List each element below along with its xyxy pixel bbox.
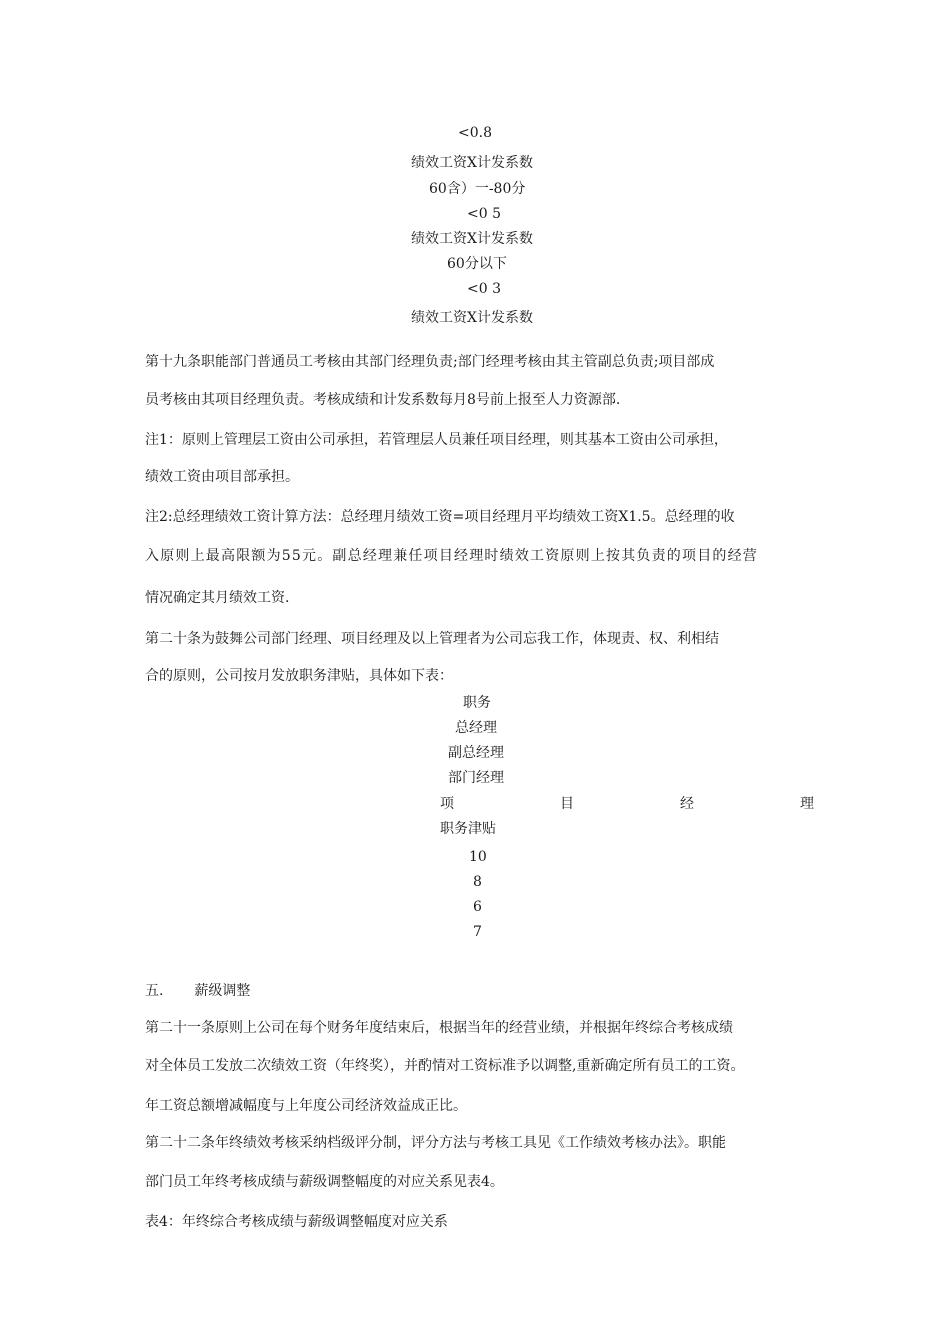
article-21-line-2: 对全体员工发放二次绩效工资（年终奖），并酌情对工资标准予以调整,重新确定所有员工的工资。 bbox=[145, 1058, 745, 1074]
section-number: 五. bbox=[145, 983, 164, 999]
article-22-line-1: 第二十二条年终绩效考核采纳档级评分制，评分方法与考核工具见《工作绩效考核办法》。职能 bbox=[145, 1135, 726, 1151]
coef-line-4: <0 5 bbox=[467, 206, 501, 222]
note-2-line-3: 情况确定其月绩效工资. bbox=[145, 590, 290, 606]
position-project-manager bbox=[440, 795, 814, 813]
pm-char-1: 项 bbox=[440, 796, 454, 812]
article-20-line-1: 第二十条为鼓舞公司部门经理、项目经理及以上管理者为公司忘我工作，体现责、权、利相结 bbox=[145, 631, 719, 647]
table-header-allowance: 职务津贴 bbox=[440, 821, 496, 837]
note-1-line-1: 注1：原则上管理层工资由公司承担，若管理层人员兼任项目经理，则其基本工资由公司承担， bbox=[145, 432, 728, 448]
note-2-line-2: 入原则上最高限额为55元。副总经理兼任项目经理时绩效工资原则上按其负责的项目的经营 bbox=[145, 548, 759, 564]
coef-line-6: 60分以下 bbox=[447, 256, 507, 272]
article-21-line-1: 第二十一条原则上公司在每个财务年度结束后，根据当年的经营业绩，并根据年终综合考核成绩 bbox=[145, 1020, 733, 1036]
coef-line-8: 绩效工资X计发系数 bbox=[411, 310, 533, 326]
allowance-value-2: 8 bbox=[473, 874, 482, 890]
pm-char-4: 理 bbox=[800, 796, 814, 812]
coef-line-2: 绩效工资X计发系数 bbox=[411, 155, 533, 171]
article-19-line-2: 员考核由其项目经理负责。考核成绩和计发系数每月8号前上报至人力资源部. bbox=[145, 392, 621, 408]
allowance-value-1: 10 bbox=[469, 849, 487, 865]
position-department-manager: 部门经理 bbox=[448, 770, 504, 786]
table-header-position: 职务 bbox=[463, 695, 491, 711]
allowance-value-4: 7 bbox=[473, 924, 482, 940]
note-2-line-1: 注2:总经理绩效工资计算方法：总经理月绩效工资=项目经理月平均绩效工资X1.5。总经理的收 bbox=[145, 509, 735, 525]
article-21-line-3: 年工资总额增减幅度与上年度公司经济效益成正比。 bbox=[145, 1098, 467, 1114]
note-1-line-2: 绩效工资由项目部承担。 bbox=[145, 469, 299, 485]
section-title: 薪级调整 bbox=[194, 983, 251, 999]
table-4-caption: 表4：年终综合考核成绩与薪级调整幅度对应关系 bbox=[145, 1214, 448, 1230]
position-general-manager: 总经理 bbox=[455, 720, 497, 736]
pm-char-2: 目 bbox=[560, 796, 574, 812]
coef-line-1: <0.8 bbox=[458, 125, 492, 141]
pm-char-3: 经 bbox=[680, 796, 694, 812]
section-5-heading bbox=[145, 982, 250, 1000]
allowance-value-3: 6 bbox=[473, 899, 482, 915]
article-20-line-2: 合的原则，公司按月发放职务津贴，具体如下表： bbox=[145, 668, 453, 684]
coef-line-5: 绩效工资X计发系数 bbox=[411, 231, 533, 247]
coef-line-3: 60含）一-80分 bbox=[429, 181, 526, 197]
coef-line-7: <0 3 bbox=[467, 281, 501, 297]
position-deputy-general-manager: 副总经理 bbox=[448, 745, 504, 761]
article-19-line-1: 第十九条职能部门普通员工考核由其部门经理负责;部门经理考核由其主管副总负责;项目部成 bbox=[145, 354, 715, 370]
article-22-line-2: 部门员工年终考核成绩与薪级调整幅度的对应关系见表4。 bbox=[145, 1174, 504, 1190]
